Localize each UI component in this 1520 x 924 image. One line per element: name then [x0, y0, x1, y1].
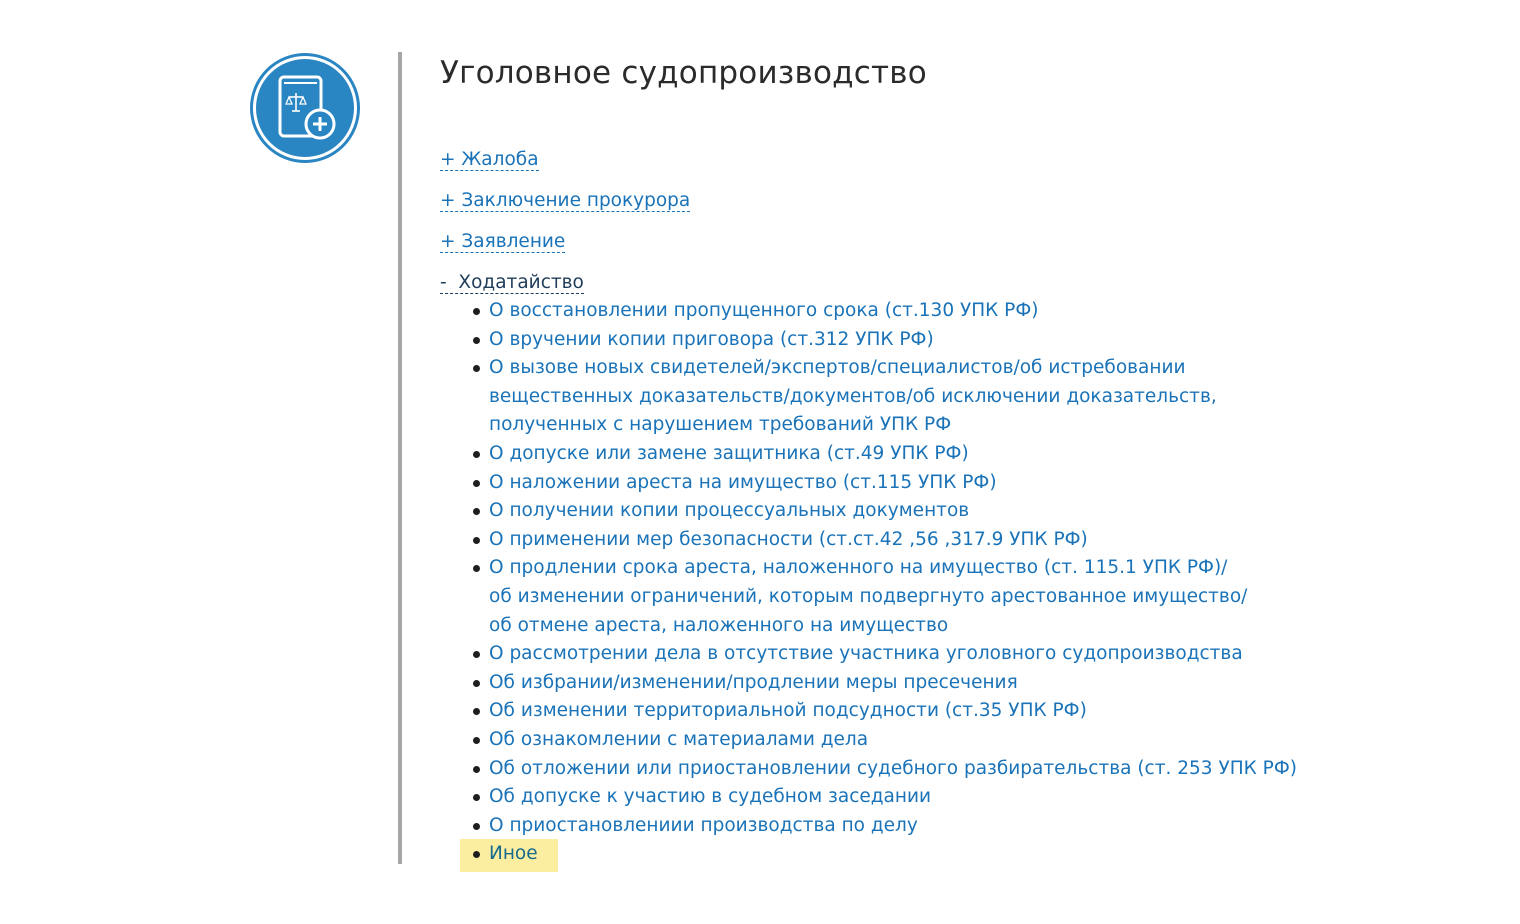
petition-type-link[interactable]: О получении копии процессуальных документов — [489, 500, 970, 522]
list-item — [489, 326, 1269, 355]
list-item — [489, 812, 1269, 841]
category-list — [440, 146, 1309, 869]
category-statement — [440, 228, 1309, 269]
petition-types-list — [440, 297, 1309, 869]
list-item — [489, 469, 1269, 498]
list-item — [489, 440, 1269, 469]
list-item — [489, 497, 1269, 526]
law-book-add-icon — [249, 52, 361, 164]
petition-type-link[interactable]: О рассмотрении дела в отсутствие участника уголовного судопроизводства — [489, 643, 1243, 665]
petition-type-link[interactable]: Об отложении или приостановлении судебного разбирательства (ст. 253 УПК РФ) — [489, 757, 1297, 779]
petition-type-link-other[interactable]: Иное — [489, 843, 538, 865]
category-toggle-statement[interactable]: + Заявление — [440, 231, 566, 252]
petition-type-link[interactable]: Об изменении территориальной подсудности (ст.35 УПК РФ) — [489, 700, 1087, 722]
list-item-other — [489, 840, 1269, 869]
list-item — [489, 640, 1309, 669]
petition-type-link[interactable]: О продлении срока ареста, наложенного на имущество (ст. 115.1 УПК РФ)/об изменении ограничений, которым подвергнуто арестованное имущество/об отмене ареста, наложенного на имущество — [489, 557, 1248, 636]
category-prosecutor-conclusion — [440, 187, 1309, 228]
list-item — [489, 354, 1219, 440]
category-complaint — [440, 146, 1309, 187]
list-item — [489, 697, 1269, 726]
petition-type-link[interactable]: Об допуске к участию в судебном заседании — [489, 786, 932, 808]
petition-type-link[interactable]: Об избрании/изменении/продлении меры пресечения — [489, 671, 1018, 693]
list-item — [489, 526, 1269, 555]
petition-type-link[interactable]: О допуске или замене защитника (ст.49 УПК РФ) — [489, 442, 969, 464]
petition-type-link[interactable]: Об ознакомлении с материалами дела — [489, 728, 869, 750]
category-toggle-prosecutor-conclusion[interactable]: + Заключение прокурора — [440, 190, 691, 211]
page-title: Уголовное судопроизводство — [440, 55, 927, 91]
list-item — [489, 783, 1269, 812]
petition-type-link[interactable]: О наложении ареста на имущество (ст.115 УПК РФ) — [489, 471, 997, 493]
petition-type-link[interactable]: О применении мер безопасности (ст.ст.42 ,56 ,317.9 УПК РФ) — [489, 528, 1088, 550]
petition-type-link[interactable]: О восстановлении пропущенного срока (ст.130 УПК РФ) — [489, 300, 1039, 321]
petition-type-link[interactable]: О вручении копии приговора (ст.312 УПК РФ) — [489, 328, 934, 350]
petition-type-link[interactable]: О приостановлениии производства по делу — [489, 814, 918, 836]
list-item — [489, 755, 1309, 784]
category-toggle-petition[interactable]: - Ходатайство — [440, 272, 584, 293]
list-item — [489, 297, 1269, 326]
category-petition — [440, 269, 1309, 869]
vertical-divider — [398, 52, 402, 864]
petition-type-link[interactable]: О вызове новых свидетелей/экспертов/специалистов/об истребовании вещественных доказательств/документов/об исключении доказательств, полученных с нарушением требований УПК РФ — [489, 357, 1217, 436]
list-item — [489, 554, 1249, 640]
list-item — [489, 726, 1269, 755]
list-item — [489, 669, 1269, 698]
category-toggle-complaint[interactable]: + Жалоба — [440, 149, 539, 170]
main-content — [440, 52, 1480, 865]
